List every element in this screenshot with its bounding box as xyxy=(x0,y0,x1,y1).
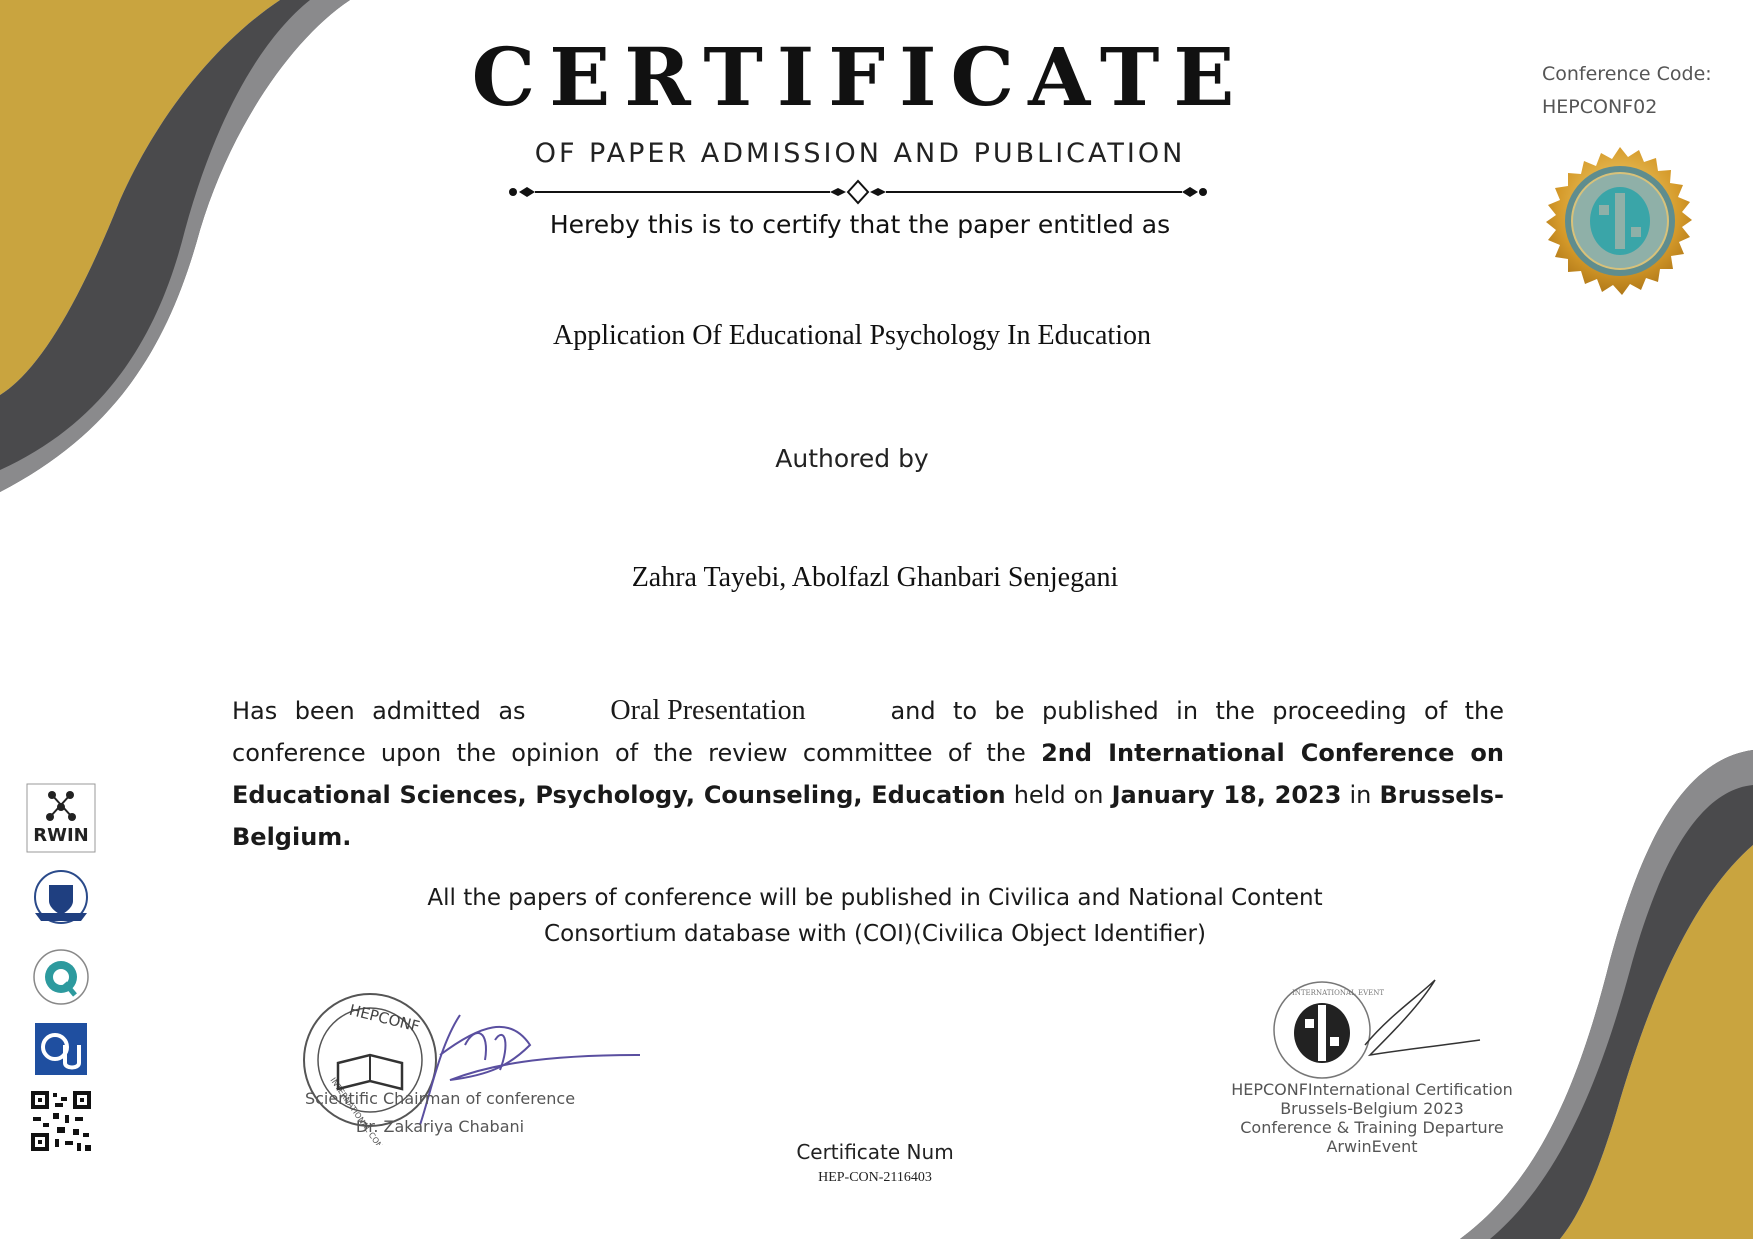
conference-name: 2nd International Conference on Educational Sciences, Psychology, Counseling, Education xyxy=(232,739,1504,809)
ocu-logo xyxy=(26,1023,96,1075)
left-signature-caption xyxy=(300,1085,580,1141)
signer-name: Dr. Zakariya Chabani xyxy=(355,1117,525,1136)
arwin-logo xyxy=(26,783,96,853)
international-event-stamp-icon xyxy=(1250,975,1500,1085)
right-signature-block xyxy=(1250,975,1500,1089)
accreditation-logos xyxy=(26,783,96,1167)
certificate-subtitle: OF PAPER ADMISSION AND PUBLICATION xyxy=(534,138,1186,169)
conference-code-value: HEPCONF02 xyxy=(1542,96,1658,118)
ornamental-divider xyxy=(505,178,1210,208)
in-text: in xyxy=(1349,781,1372,809)
stamp-text: HEPCONF xyxy=(347,1000,422,1036)
stamp-ring-text: INTERNATIONAL CONFERENCE xyxy=(328,1075,406,1145)
certificate-title: CERTIFICATE xyxy=(471,30,1249,124)
conference-location: Brussels-Belgium. xyxy=(232,781,1504,851)
qr-code xyxy=(26,1089,96,1153)
authors: Zahra Tayebi, Abolfazl Ghanbari Senjegani xyxy=(631,562,1119,593)
academy-shield-icon xyxy=(29,867,93,931)
note-line-1: All the papers of conference will be published in Civilica and National Content xyxy=(427,885,1323,911)
admitted-prefix: Has been admitted as xyxy=(232,697,526,725)
conference-code xyxy=(1542,58,1712,124)
admission-statement xyxy=(232,690,1504,858)
presentation-type: Oral Presentation xyxy=(610,695,806,726)
publication-note xyxy=(320,880,1430,952)
certificate-number-label: Certificate Num xyxy=(796,1140,954,1164)
arwin-logo-icon xyxy=(26,783,96,853)
note-line-2: Consortium database with (COI)(Civilica Object Identifier) xyxy=(544,921,1206,947)
right-signature-caption xyxy=(1222,1080,1522,1156)
arwin-logo-text: RWIN xyxy=(33,825,89,846)
gold-seal-icon xyxy=(1535,135,1705,305)
held-on-text: held on xyxy=(1013,781,1104,809)
ocu-logo-icon xyxy=(35,1023,87,1075)
authored-by-label: Authored by xyxy=(775,444,929,473)
conference-code-label: Conference Code: xyxy=(1542,63,1712,85)
certificate-number: HEP-CON-2116403 xyxy=(818,1170,932,1185)
ohsas-q-icon xyxy=(29,945,93,1009)
hereby-statement: Hereby this is to certify that the paper entitled as xyxy=(549,210,1171,239)
right-caption-line-4: ArwinEvent xyxy=(1326,1137,1418,1156)
ohsas-logo xyxy=(26,945,96,1009)
signer-role: Scientific Chairman of conference xyxy=(304,1089,576,1108)
right-caption-line-2: Brussels-Belgium 2023 xyxy=(1280,1099,1464,1118)
paper-title: Application Of Educational Psychology In Education xyxy=(553,320,1151,351)
academy-logo xyxy=(26,867,96,931)
right-stamp-ring: INTERNATIONAL EVENT xyxy=(1292,989,1385,997)
admitted-suffix: and to be published in the proceeding of the conference upon the opinion of the review committee of the xyxy=(232,697,1504,767)
conference-date: January 18, 2023 xyxy=(1111,781,1342,809)
qr-code-icon xyxy=(29,1089,93,1153)
right-caption-line-1: HEPCONFInternational Certification xyxy=(1231,1080,1513,1099)
right-caption-line-3: Conference & Training Departure xyxy=(1240,1118,1504,1137)
